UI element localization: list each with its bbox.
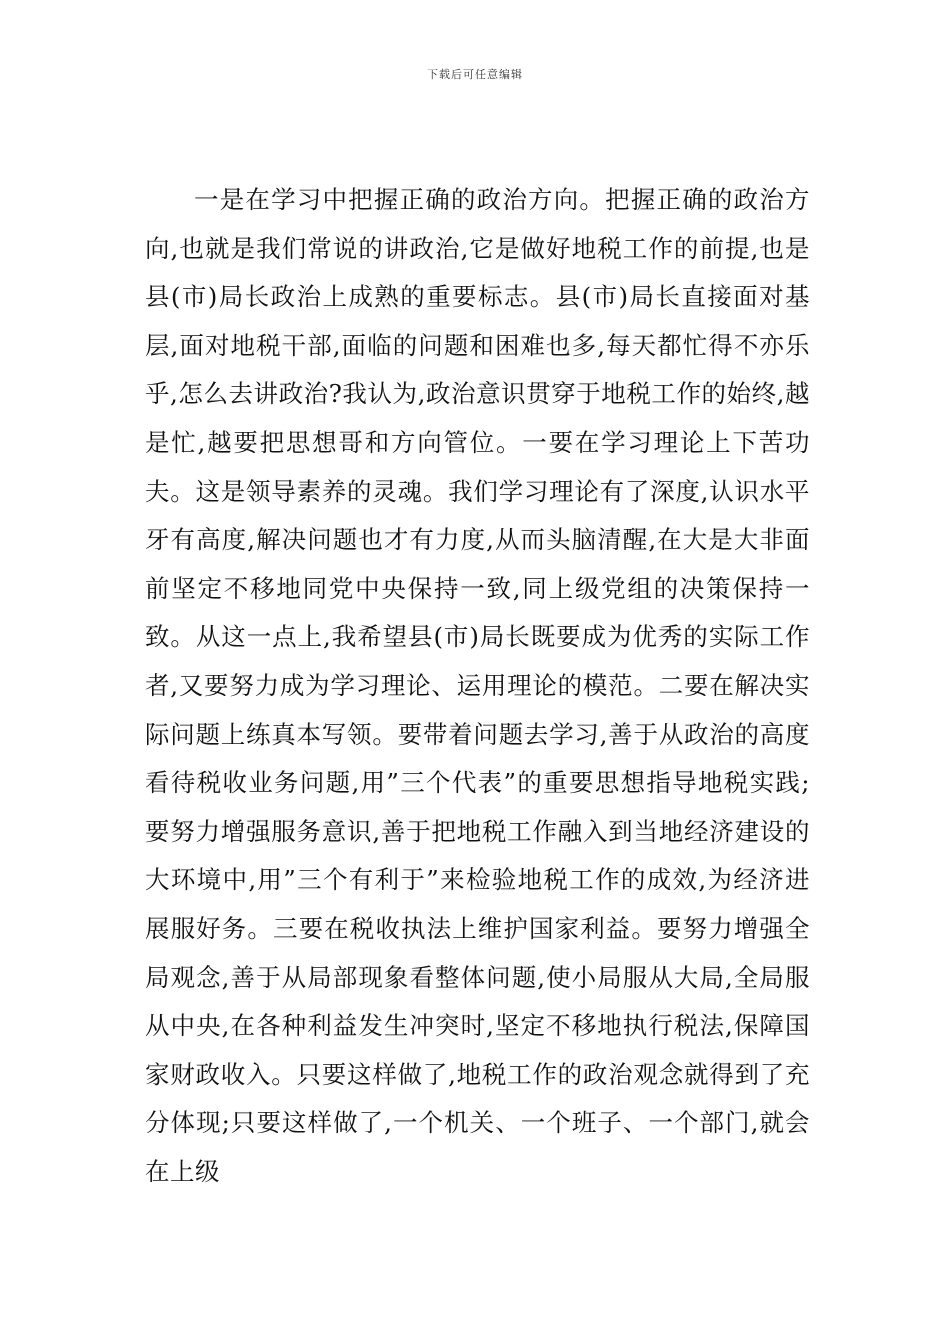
page-header: 下载后可任意编辑 xyxy=(427,68,523,81)
body-paragraph: 一是在学习中把握正确的政治方向。把握正确的政治方向,也就是我们常说的讲政治,它是做好地税工作的前提,也是县(市)局长政治上成熟的重要标志。县(市)局长直接面对基层,面对地税干部,面临的问题和困难也多,每天都忙得不亦乐乎,怎么去讲政治?我认为,政治意识贯穿于地税工作的始终,越是忙,越要把思想哥和方向管位。一要在学习理论上下苦功夫。这是领导素养的灵魂。我们学习理论有了深度,认识水平牙有高度,解决问题也才有力度,从而头脑清醒,在大是大非面前坚定不移地同党中央保持一致,同上级党组的决策保持一致。从这一点上,我希望县(市)局长既要成为优秀的实际工作者,又要努力成为学习理论、运用理论的模范。二要在解决实际问题上练真本写领。要带着问题去学习,善于从政治的高度看待税收业务问题,用”三个代表”的重要思想指导地税实践;要努力增强服务意识,善于把地税工作融入到当地经济建设的大环境中,用”三个有利于”来检验地税工作的成效,为经济进展服好务。三要在税收执法上维护国家利益。要努力增强全局观念,善于从局部现象看整体问题,使小局服从大局,全局服从中央,在各种利益发生冲突时,坚定不移地执行税法,保障国家财政收入。只要这样做了,地税工作的政治观念就得到了充分体现;只要这样做了,一个机关、一个班子、一个部门,就会在上级 xyxy=(145,185,810,1186)
